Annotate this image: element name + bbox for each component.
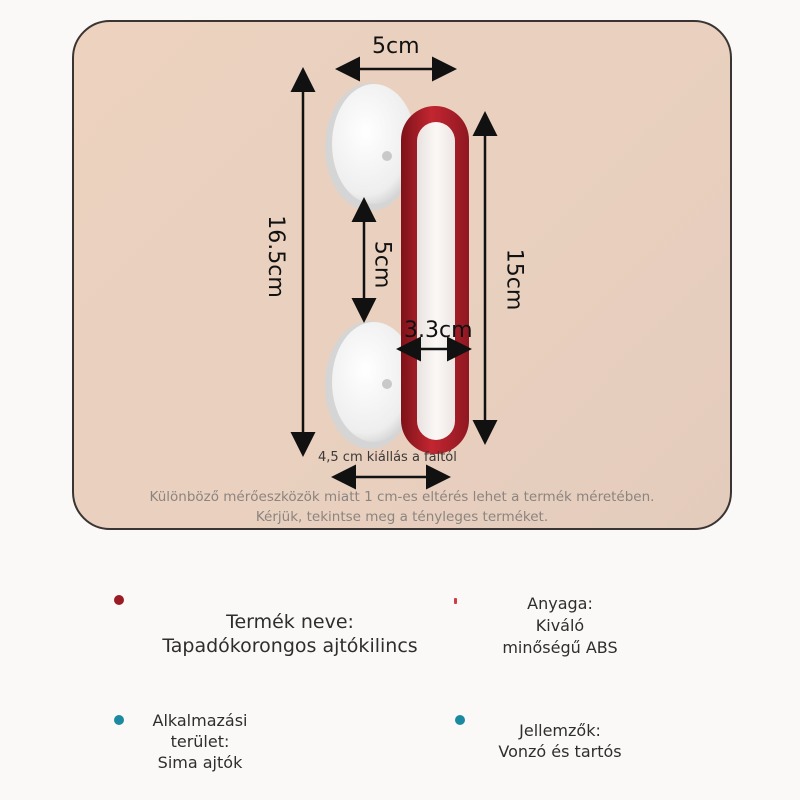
dimension-handle-width: 3.3cm	[404, 318, 473, 343]
product-dimension-panel	[72, 20, 732, 530]
material-line-2: minőségű ABS	[502, 638, 618, 657]
bullet-dot-icon	[455, 715, 465, 725]
material-line-1: Kiváló	[535, 616, 585, 635]
feature-material	[470, 593, 650, 659]
dimension-total-height: 16.5cm	[262, 215, 288, 298]
bullet-dot-icon	[114, 595, 124, 605]
material-label: Anyaga:	[527, 594, 593, 613]
disclaimer	[74, 487, 730, 527]
bullet-dot-icon	[454, 598, 457, 604]
dimension-handle-length: 15cm	[501, 248, 527, 311]
handle	[401, 106, 469, 454]
feature-product-name	[140, 610, 440, 658]
product-name-value: Tapadókorongos ajtókilincs	[162, 635, 418, 657]
area-line-1: Alkalmazási	[152, 711, 248, 730]
properties-label: Jellemzők:	[519, 721, 601, 740]
protrusion-note: 4,5 cm kiállás a faltól	[318, 450, 457, 465]
product-name-label: Termék neve:	[226, 611, 354, 633]
feature-application-area	[120, 710, 280, 773]
disclaimer-line-2: Kérjük, tekintse meg a tényleges terméket.	[255, 509, 549, 525]
disclaimer-line-1: Különböző mérőeszközök miatt 1 cm-es eltérés lehet a termék méretében.	[149, 489, 655, 505]
feature-properties	[470, 720, 650, 762]
area-line-3: Sima ajtók	[157, 753, 243, 772]
dimension-width-top: 5cm	[372, 34, 420, 59]
area-line-2: terület:	[170, 732, 230, 751]
dimension-gap: 5cm	[369, 240, 395, 289]
properties-value: Vonzó és tartós	[498, 742, 622, 761]
